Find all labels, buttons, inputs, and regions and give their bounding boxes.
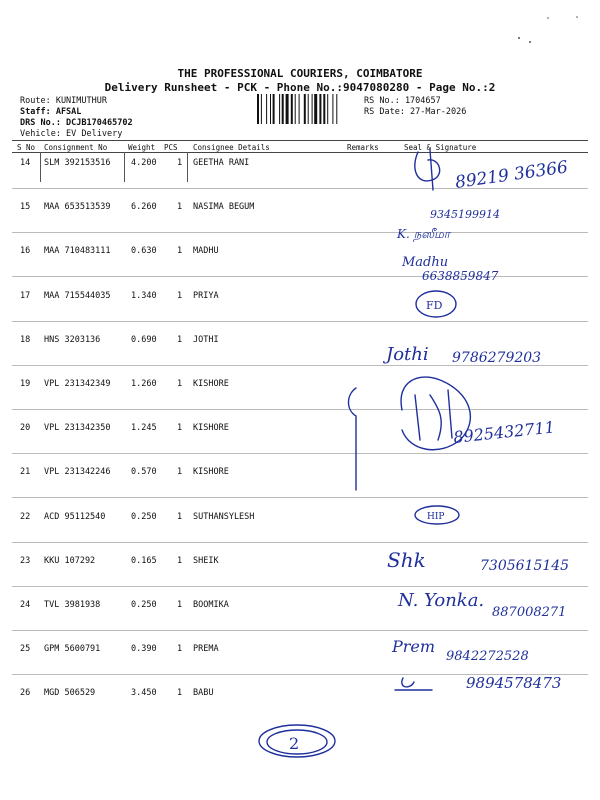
row-consignee-name: SUTHANSYLESH bbox=[193, 512, 255, 522]
handwritten-phone: 8925432711 bbox=[452, 417, 556, 447]
row-sno: 26 bbox=[20, 688, 31, 698]
handwritten-stamp-text: HIP bbox=[427, 512, 445, 522]
handwritten-phone: 9345199914 bbox=[430, 208, 500, 221]
row-consignee-name: BOOMIKA bbox=[193, 600, 229, 610]
row-sno: 18 bbox=[20, 335, 31, 345]
handwritten-signature: Jothi bbox=[386, 344, 429, 365]
vehicle-label: Vehicle: EV Delivery bbox=[20, 129, 123, 139]
handwritten-name: Madhu bbox=[402, 255, 449, 270]
handwritten-phone: 9894578473 bbox=[466, 674, 562, 692]
row-weight: 0.630 bbox=[131, 246, 157, 256]
row-consignment-number: VPL 231342350 bbox=[44, 423, 111, 433]
row-sno: 15 bbox=[20, 202, 31, 212]
route-label: Route: KUNIMUTHUR bbox=[20, 96, 107, 106]
row-pcs: 1 bbox=[177, 512, 183, 522]
row-sno: 20 bbox=[20, 423, 31, 433]
row-consignee-name: NASIMA BEGUM bbox=[193, 202, 255, 212]
row-consignee-name: SHEIK bbox=[193, 556, 219, 566]
row-weight: 0.690 bbox=[131, 335, 157, 345]
handwritten-phone: 6638859847 bbox=[422, 269, 499, 283]
row-consignment-number: KKU 107292 bbox=[44, 556, 96, 566]
row-weight: 1.245 bbox=[131, 423, 157, 433]
row-consignment-number: MGD 506529 bbox=[44, 688, 96, 698]
row-sno: 24 bbox=[20, 600, 31, 610]
row-consignment-number: MAA 653513539 bbox=[44, 202, 111, 212]
row-weight: 3.450 bbox=[131, 688, 157, 698]
col-consignment: Consignment No bbox=[44, 143, 108, 152]
row-consignee-name: KISHORE bbox=[193, 379, 229, 389]
company-title: THE PROFESSIONAL COURIERS, COIMBATORE bbox=[177, 67, 423, 80]
row-sno: 25 bbox=[20, 644, 31, 654]
row-pcs: 1 bbox=[177, 335, 183, 345]
row-sno: 21 bbox=[20, 467, 31, 477]
col-sno: S No bbox=[17, 143, 36, 152]
row-pcs: 1 bbox=[177, 423, 183, 433]
row-consignment-number: MAA 715544035 bbox=[44, 291, 111, 301]
row-consignee-name: PREMA bbox=[193, 644, 219, 654]
row-pcs: 1 bbox=[177, 291, 183, 301]
row-consignment-number: TVL 3981938 bbox=[44, 600, 101, 610]
handwritten-phone: 89219 36366 bbox=[453, 157, 570, 193]
row-consignment-number: SLM 392153516 bbox=[44, 158, 111, 168]
col-seal-signature: Seal & Signature bbox=[404, 143, 477, 152]
handwritten-stamp-text: FD bbox=[426, 299, 443, 312]
handwritten-page-number: 2 bbox=[289, 734, 300, 753]
remarks-bracket bbox=[349, 388, 357, 490]
row-consignment-number: GPM 5600791 bbox=[44, 644, 101, 654]
row-consignee-name: GEETHA RANI bbox=[193, 158, 250, 168]
col-weight: Weight bbox=[128, 143, 156, 152]
row-pcs: 1 bbox=[177, 467, 183, 477]
signature-scribble bbox=[415, 150, 440, 190]
row-pcs: 1 bbox=[177, 202, 183, 212]
runsheet-title: Delivery Runsheet - PCK - Phone No.:9047080280 - Page No.:2 bbox=[104, 81, 496, 94]
col-remarks: Remarks bbox=[347, 143, 379, 152]
row-consignment-number: HNS 3203136 bbox=[44, 335, 101, 345]
row-consignee-name: JOTHI bbox=[193, 335, 219, 345]
row-weight: 0.570 bbox=[131, 467, 157, 477]
handwritten-name: K. நஸீமா bbox=[397, 227, 451, 241]
row-sno: 22 bbox=[20, 512, 31, 522]
row-consignee-name: KISHORE bbox=[193, 423, 229, 433]
row-weight: 0.165 bbox=[131, 556, 157, 566]
row-sno: 23 bbox=[20, 556, 31, 566]
staff-label: Staff: AFSAL bbox=[20, 107, 82, 117]
row-pcs: 1 bbox=[177, 379, 183, 389]
handwritten-phone: 887008271 bbox=[492, 605, 567, 620]
row-sno: 14 bbox=[20, 158, 31, 168]
row-consignment-number: VPL 231342349 bbox=[44, 379, 111, 389]
row-weight: 4.200 bbox=[131, 158, 157, 168]
row-sno: 16 bbox=[20, 246, 31, 256]
row-sno: 19 bbox=[20, 379, 31, 389]
row-weight: 0.250 bbox=[131, 600, 157, 610]
handwritten-phone: 9786279203 bbox=[452, 350, 542, 366]
handwritten-signature: N. Yonka. bbox=[398, 590, 485, 611]
row-pcs: 1 bbox=[177, 600, 183, 610]
row-weight: 0.250 bbox=[131, 512, 157, 522]
signature-scribble bbox=[395, 678, 432, 690]
row-consignee-name: PRIYA bbox=[193, 291, 219, 301]
rs-date: RS Date: 27-Mar-2026 bbox=[364, 107, 467, 117]
row-weight: 1.260 bbox=[131, 379, 157, 389]
row-pcs: 1 bbox=[177, 246, 183, 256]
row-pcs: 1 bbox=[177, 556, 183, 566]
row-pcs: 1 bbox=[177, 158, 183, 168]
handwritten-signature: Prem bbox=[392, 637, 436, 656]
drs-label: DRS No.: DCJB170465702 bbox=[20, 118, 133, 128]
scan-specks bbox=[518, 16, 578, 43]
row-consignee-name: BABU bbox=[193, 688, 214, 698]
row-sno: 17 bbox=[20, 291, 31, 301]
col-consignee: Consignee Details bbox=[193, 143, 270, 152]
handwritten-signature: Shk bbox=[387, 548, 426, 572]
rs-number: RS No.: 1704657 bbox=[364, 96, 441, 106]
row-pcs: 1 bbox=[177, 644, 183, 654]
row-consignment-number: ACD 95112540 bbox=[44, 512, 106, 522]
row-weight: 6.260 bbox=[131, 202, 157, 212]
row-consignment-number: MAA 710483111 bbox=[44, 246, 111, 256]
row-pcs: 1 bbox=[177, 688, 183, 698]
handwritten-phone: 7305615145 bbox=[480, 558, 570, 574]
row-weight: 0.390 bbox=[131, 644, 157, 654]
row-weight: 1.340 bbox=[131, 291, 157, 301]
col-pcs: PCS bbox=[164, 143, 178, 152]
row-consignee-name: MADHU bbox=[193, 246, 219, 256]
handwritten-phone: 9842272528 bbox=[446, 649, 529, 664]
row-consignment-number: VPL 231342246 bbox=[44, 467, 111, 477]
row-consignee-name: KISHORE bbox=[193, 467, 229, 477]
